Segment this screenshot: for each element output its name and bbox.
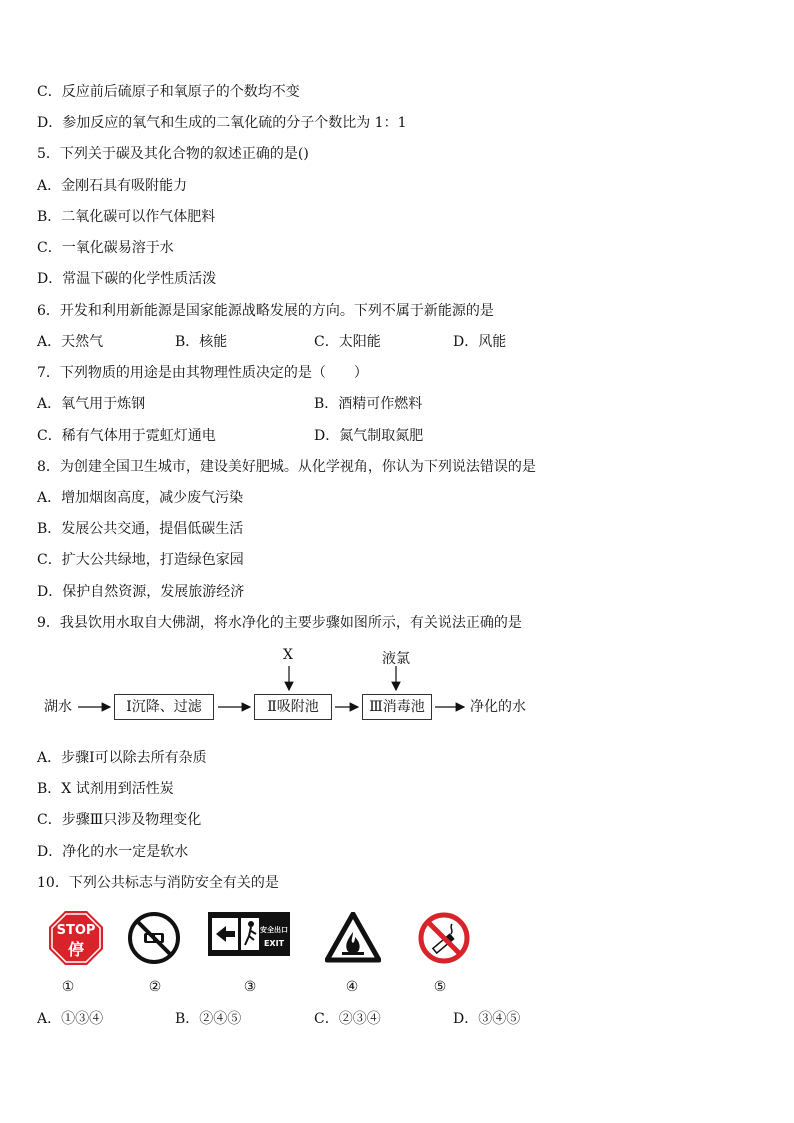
- q10-option-a: A．①③④: [37, 1011, 104, 1027]
- flow-input-x: X: [283, 647, 293, 663]
- q6-option-c: C．太阳能: [314, 334, 381, 350]
- stop-sub-text: 停: [67, 940, 85, 959]
- flow-end: 净化的水: [470, 699, 526, 715]
- q5-option-c: C．一氧化碳易溶于水: [37, 240, 174, 256]
- q5-option-b: B．二氧化碳可以作气体肥料: [37, 209, 216, 225]
- option-d-prev: D．参加反应的氧气和生成的二氧化硫的分子个数比为 1：1: [37, 115, 407, 131]
- sign-label-2: ②: [148, 979, 162, 995]
- q7-option-c: C．稀有气体用于霓虹灯通电: [37, 428, 216, 444]
- exit-cn-text: 安全出口: [260, 926, 288, 934]
- no-parking-icon: [126, 910, 182, 966]
- question-8: 8．为创建全国卫生城市，建设美好肥城。从化学视角，你认为下列说法错误的是: [37, 459, 536, 475]
- q9-option-a: A．步骤Ⅰ可以除去所有杂质: [37, 750, 207, 766]
- q8-option-c: C．扩大公共绿地，打造绿色家园: [37, 552, 244, 568]
- stop-sign-icon: [48, 910, 104, 966]
- question-9: 9．我县饮用水取自大佛湖，将水净化的主要步骤如图所示，有关说法正确的是: [37, 615, 522, 631]
- exit-sign-icon: [208, 912, 290, 956]
- flow-start: 湖水: [44, 699, 72, 715]
- exit-en-text: EXIT: [263, 939, 285, 948]
- option-c-prev: C．反应前后硫原子和氧原子的个数均不变: [37, 84, 300, 100]
- q5-option-a: A．金刚石具有吸附能力: [37, 178, 188, 194]
- q8-option-a: A．增加烟囱高度，减少废气污染: [37, 490, 244, 506]
- q5-option-d: D．常温下碳的化学性质活泼: [37, 271, 217, 287]
- flammable-warning-icon: [325, 912, 381, 968]
- q6-option-d: D．风能: [453, 334, 507, 350]
- q8-option-d: D．保护自然资源，发展旅游经济: [37, 584, 245, 600]
- no-smoking-icon: [416, 910, 472, 966]
- question-7: 7．下列物质的用途是由其物理性质决定的是（ ）: [37, 365, 368, 381]
- question-5: 5．下列关于碳及其化合物的叙述正确的是(): [37, 146, 309, 162]
- flow-step-2: Ⅱ吸附池: [254, 694, 332, 720]
- flow-step-1: Ⅰ沉降、过滤: [114, 694, 214, 720]
- sign-label-1: ①: [61, 979, 75, 995]
- q6-option-a: A．天然气: [37, 334, 104, 350]
- q9-option-c: C．步骤Ⅲ只涉及物理变化: [37, 812, 202, 828]
- sign-label-5: ⑤: [433, 979, 447, 995]
- q7-option-a: A．氧气用于炼钢: [37, 396, 146, 412]
- q7-option-b: B．酒精可作燃料: [314, 396, 423, 412]
- q9-option-b: B．X 试剂用到活性炭: [37, 781, 174, 797]
- q7-option-d: D．氮气制取氮肥: [314, 428, 424, 444]
- q9-option-d: D．净化的水一定是软水: [37, 844, 189, 860]
- q10-option-c: C．②③④: [314, 1011, 381, 1027]
- q8-option-b: B．发展公共交通，提倡低碳生活: [37, 521, 244, 537]
- stop-text: STOP: [56, 923, 96, 938]
- question-6: 6．开发和利用新能源是国家能源战略发展的方向。下列不属于新能源的是: [37, 303, 494, 319]
- flow-step-3: Ⅲ消毒池: [362, 694, 432, 720]
- question-10: 10．下列公共标志与消防安全有关的是: [37, 875, 279, 891]
- flow-input-chlorine: 液氯: [382, 651, 410, 667]
- q6-option-b: B．核能: [175, 334, 228, 350]
- sign-label-3: ③: [243, 979, 257, 995]
- sign-label-4: ④: [345, 979, 359, 995]
- q10-option-d: D．③④⑤: [453, 1011, 521, 1027]
- water-purification-diagram: [40, 644, 560, 724]
- q10-option-b: B．②④⑤: [175, 1011, 242, 1027]
